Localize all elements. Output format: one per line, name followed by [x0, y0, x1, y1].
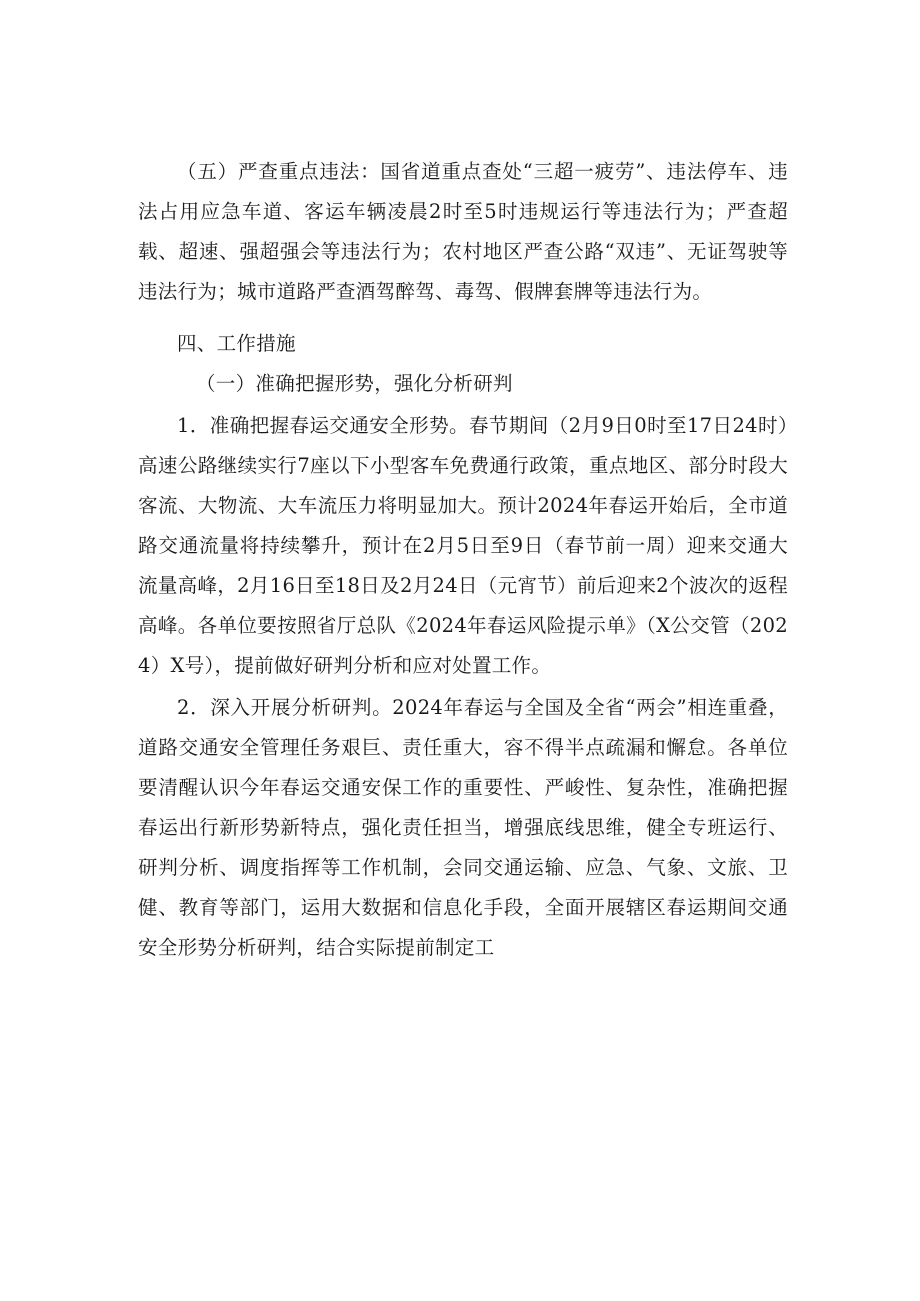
paragraph-item-2: 2．深入开展分析研判。2024年春运与全国及全省“两会”相连重叠，道路交通安全管理任务艰巨、责任重大，容不得半点疏漏和懈怠。各单位要清醒认识今年春运交通安保工作的重要性、严峻性、复杂性，准确把握春运出行新形势新特点，强化责任担当，增强底线思维，健全专班运行、研判分析、调度指挥等工作机制，会同交通运输、应急、气象、文旅、卫健、教育等部门，运用大数据和信息化手段，全面开展辖区春运期间交通安全形势分析研判，结合实际提前制定工: [138, 696, 788, 959]
paragraph-strict-violations: （五）严查重点违法：国省道重点查处“三超一疲劳”、违法停车、违法占用应急车道、客运车辆凌晨2时至5时违规运行等违法行为；严查超载、超速、强超强会等违法行为；农村地区严查公路“双违”、无证驾驶等违法行为；城市道路严查酒驾醉驾、毒驾、假牌套牌等违法行为。: [138, 160, 788, 303]
section-heading-work-measures: 四、工作措施: [177, 332, 296, 355]
paragraph-item-1: 1．准确把握春运交通安全形势。春节期间（2月9日0时至17日24时）高速公路继续实行7座以下小型客车免费通行政策，重点地区、部分时段大客流、大物流、大车流压力将明显加大。预计2024年春运开始后，全市道路交通流量将持续攀升，预计在2月5日至9日（春节前一周）迎来交通大流量高峰，2月16日至18日及2月24日（元宵节）前后迎来2个波次的返程高峰。各单位要按照省厅总队《2024年春运风险提示单》（X公交管（2024）X号），提前做好研判分析和应对处置工作。: [138, 414, 788, 677]
sub-heading-situation-analysis: （一）准确把握形势，强化分析研判: [196, 372, 513, 395]
document-page: [138, 152, 788, 968]
